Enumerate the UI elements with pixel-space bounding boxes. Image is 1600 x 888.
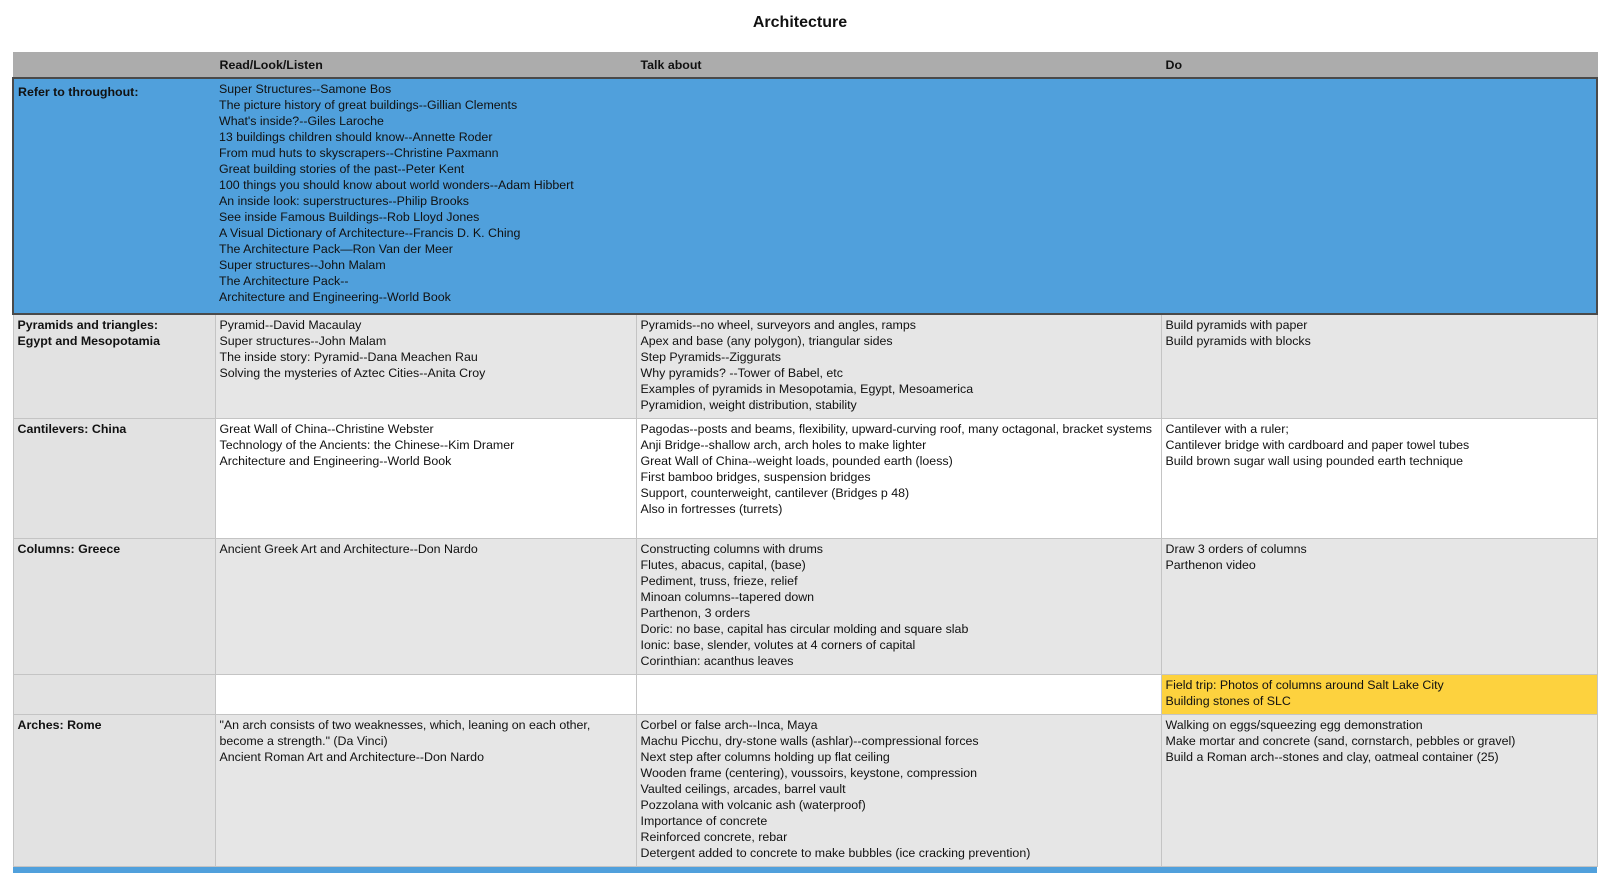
table-row-field-trip xyxy=(13,674,1597,714)
read-item: "An arch consists of two weaknesses, which, leaning on each other, become a strength." (Da Vinci) xyxy=(219,717,591,748)
talk-item: First bamboo bridges, suspension bridges xyxy=(640,469,871,484)
read-item: See inside Famous Buildings--Rob Lloyd Jones xyxy=(219,210,480,224)
talk-item: Pyramidion, weight distribution, stability xyxy=(640,398,857,412)
row-label-cell[interactable] xyxy=(13,714,215,866)
read-item: Super structures--John Malam xyxy=(219,258,386,272)
row-label-cell[interactable] xyxy=(13,418,215,538)
read-item: Ancient Greek Art and Architecture--Don Nardo xyxy=(219,541,478,556)
read-item: Solving the mysteries of Aztec Cities--Anita Croy xyxy=(219,366,486,380)
row-label-line: Cantilevers: China xyxy=(17,421,127,436)
talk-item: Also in fortresses (turrets) xyxy=(640,501,783,516)
talk-item: Detergent added to concrete to make bubbles (ice cracking prevention) xyxy=(640,845,1031,860)
talk-item: Pozzolana with volcanic ash (waterproof) xyxy=(640,797,866,812)
do-item: Draw 3 orders of columns xyxy=(1165,541,1307,556)
document-title: Architecture xyxy=(752,14,848,31)
talk-item: Corinthian: acanthus leaves xyxy=(640,653,794,668)
header-cell-talk[interactable]: Talk about xyxy=(636,53,1161,79)
read-item: The inside story: Pyramid--Dana Meachen Rau xyxy=(219,350,478,364)
do-item: Field trip: Photos of columns around Salt Lake City xyxy=(1165,677,1444,692)
talk-cell[interactable] xyxy=(636,78,1161,314)
talk-item: Ionic: base, slender, volutes at 4 corners of capital xyxy=(640,637,916,652)
talk-item: Why pyramids? --Tower of Babel, etc xyxy=(640,366,843,380)
talk-item: Wooden frame (centering), voussoirs, keystone, compression xyxy=(640,765,978,780)
read-item: An inside look: superstructures--Philip Brooks xyxy=(219,194,469,208)
read-cell[interactable] xyxy=(215,314,636,418)
talk-item: Machu Picchu, dry-stone walls (ashlar)--compressional forces xyxy=(640,733,979,748)
do-item: Build pyramids with blocks xyxy=(1165,334,1311,348)
talk-item: Step Pyramids--Ziggurats xyxy=(640,350,781,364)
talk-item: Pediment, truss, frieze, relief xyxy=(640,573,798,588)
talk-cell[interactable] xyxy=(636,314,1161,418)
talk-item: Vaulted ceilings, arcades, barrel vault xyxy=(640,781,846,796)
do-item: Make mortar and concrete (sand, cornstarch, pebbles or gravel) xyxy=(1165,733,1516,748)
read-cell[interactable] xyxy=(215,538,636,674)
row-label-cell[interactable] xyxy=(13,538,215,674)
read-item: Ancient Roman Art and Architecture--Don Nardo xyxy=(219,749,484,764)
read-item: What's inside?--Giles Laroche xyxy=(219,114,384,128)
talk-item: Pagodas--posts and beams, flexibility, upward-curving roof, many octagonal, bracket systems xyxy=(640,421,1152,436)
architecture-table xyxy=(12,52,1598,873)
do-item: Building stones of SLC xyxy=(1165,693,1291,708)
do-cell[interactable] xyxy=(1161,418,1597,538)
talk-item: Doric: no base, capital has circular molding and square slab xyxy=(640,621,969,636)
read-item: Great Wall of China--Christine Webster xyxy=(219,421,434,436)
talk-cell[interactable] xyxy=(636,418,1161,538)
read-item: Super structures--John Malam xyxy=(219,334,387,348)
read-item: A Visual Dictionary of Architecture--Francis D. K. Ching xyxy=(219,226,521,240)
do-item: Build brown sugar wall using pounded earth technique xyxy=(1165,453,1464,468)
talk-cell[interactable] xyxy=(636,714,1161,866)
row-label-cell[interactable] xyxy=(13,78,215,314)
talk-cell[interactable] xyxy=(636,538,1161,674)
read-item: 100 things you should know about world wonders--Adam Hibbert xyxy=(219,178,574,192)
do-cell[interactable] xyxy=(1161,538,1597,674)
read-item: Pyramid--David Macaulay xyxy=(219,318,362,332)
talk-item: Constructing columns with drums xyxy=(640,541,823,556)
read-item: 13 buildings children should know--Annette Roder xyxy=(219,130,493,144)
talk-item: Pyramids--no wheel, surveyors and angles, ramps xyxy=(640,318,916,332)
talk-item: Next step after columns holding up flat ceiling xyxy=(640,749,890,764)
row-label-line: Refer to throughout: xyxy=(18,85,139,99)
table-row-columns xyxy=(13,538,1597,674)
row-label-line: Pyramids and triangles: xyxy=(17,318,158,332)
header-row xyxy=(13,53,1597,79)
do-cell[interactable] xyxy=(1161,314,1597,418)
table-row-pyramids xyxy=(13,314,1597,418)
talk-item: Reinforced concrete, rebar xyxy=(640,829,788,844)
partial-cell xyxy=(215,866,636,873)
do-item: Build a Roman arch--stones and clay, oatmeal container (25) xyxy=(1165,749,1499,764)
do-item: Cantilever with a ruler; xyxy=(1165,421,1289,436)
read-cell[interactable] xyxy=(215,714,636,866)
row-label-line: Egypt and Mesopotamia xyxy=(17,334,161,348)
talk-item: Importance of concrete xyxy=(640,813,768,828)
partial-cell xyxy=(13,866,215,873)
do-item: Walking on eggs/squeezing egg demonstration xyxy=(1165,717,1423,732)
do-cell-highlighted[interactable] xyxy=(1161,674,1597,714)
talk-item: Parthenon, 3 orders xyxy=(640,605,751,620)
do-cell[interactable] xyxy=(1161,78,1597,314)
talk-item: Flutes, abacus, capital, (base) xyxy=(640,557,806,572)
header-cell-read[interactable]: Read/Look/Listen xyxy=(215,53,636,79)
table-row-arches xyxy=(13,714,1597,866)
talk-cell[interactable] xyxy=(636,674,1161,714)
do-cell[interactable] xyxy=(1161,714,1597,866)
row-label-line: Arches: Rome xyxy=(17,717,102,732)
do-item: Cantilever bridge with cardboard and paper towel tubes xyxy=(1165,437,1470,452)
do-item: Parthenon video xyxy=(1165,557,1256,572)
table-row-refer-throughout xyxy=(13,78,1597,314)
read-cell[interactable] xyxy=(215,674,636,714)
read-item: Architecture and Engineering--World Book xyxy=(219,453,452,468)
read-item: The Architecture Pack-- xyxy=(219,274,349,288)
table-row-cantilevers xyxy=(13,418,1597,538)
read-item: Architecture and Engineering--World Book xyxy=(219,290,451,304)
header-cell-do[interactable]: Do xyxy=(1161,53,1597,79)
talk-item: Anji Bridge--shallow arch, arch holes to make lighter xyxy=(640,437,927,452)
read-item: Super Structures--Samone Bos xyxy=(219,82,392,96)
header-cell-topic[interactable] xyxy=(13,53,215,79)
read-cell[interactable] xyxy=(215,418,636,538)
read-cell[interactable] xyxy=(215,78,636,314)
read-item: The Architecture Pack—Ron Van der Meer xyxy=(219,242,453,256)
talk-item: Minoan columns--tapered down xyxy=(640,589,815,604)
talk-item: Apex and base (any polygon), triangular sides xyxy=(640,334,893,348)
partial-cell xyxy=(636,866,1161,873)
read-item: From mud huts to skyscrapers--Christine Paxmann xyxy=(219,146,499,160)
talk-item: Support, counterweight, cantilever (Bridges p 48) xyxy=(640,485,910,500)
talk-item: Great Wall of China--weight loads, pounded earth (loess) xyxy=(640,453,953,468)
row-label-cell[interactable] xyxy=(13,314,215,418)
do-item: Build pyramids with paper xyxy=(1165,318,1308,332)
table-row-partial xyxy=(13,866,1597,873)
read-item: Technology of the Ancients: the Chinese--Kim Dramer xyxy=(219,437,515,452)
row-label-line: Columns: Greece xyxy=(17,541,121,556)
read-item: The picture history of great buildings--Gillian Clements xyxy=(219,98,518,112)
talk-item: Corbel or false arch--Inca, Maya xyxy=(640,717,818,732)
partial-cell xyxy=(1161,866,1597,873)
row-label-cell[interactable] xyxy=(13,674,215,714)
talk-item: Examples of pyramids in Mesopotamia, Egypt, Mesoamerica xyxy=(640,382,974,396)
read-item: Great building stories of the past--Peter Kent xyxy=(219,162,465,176)
